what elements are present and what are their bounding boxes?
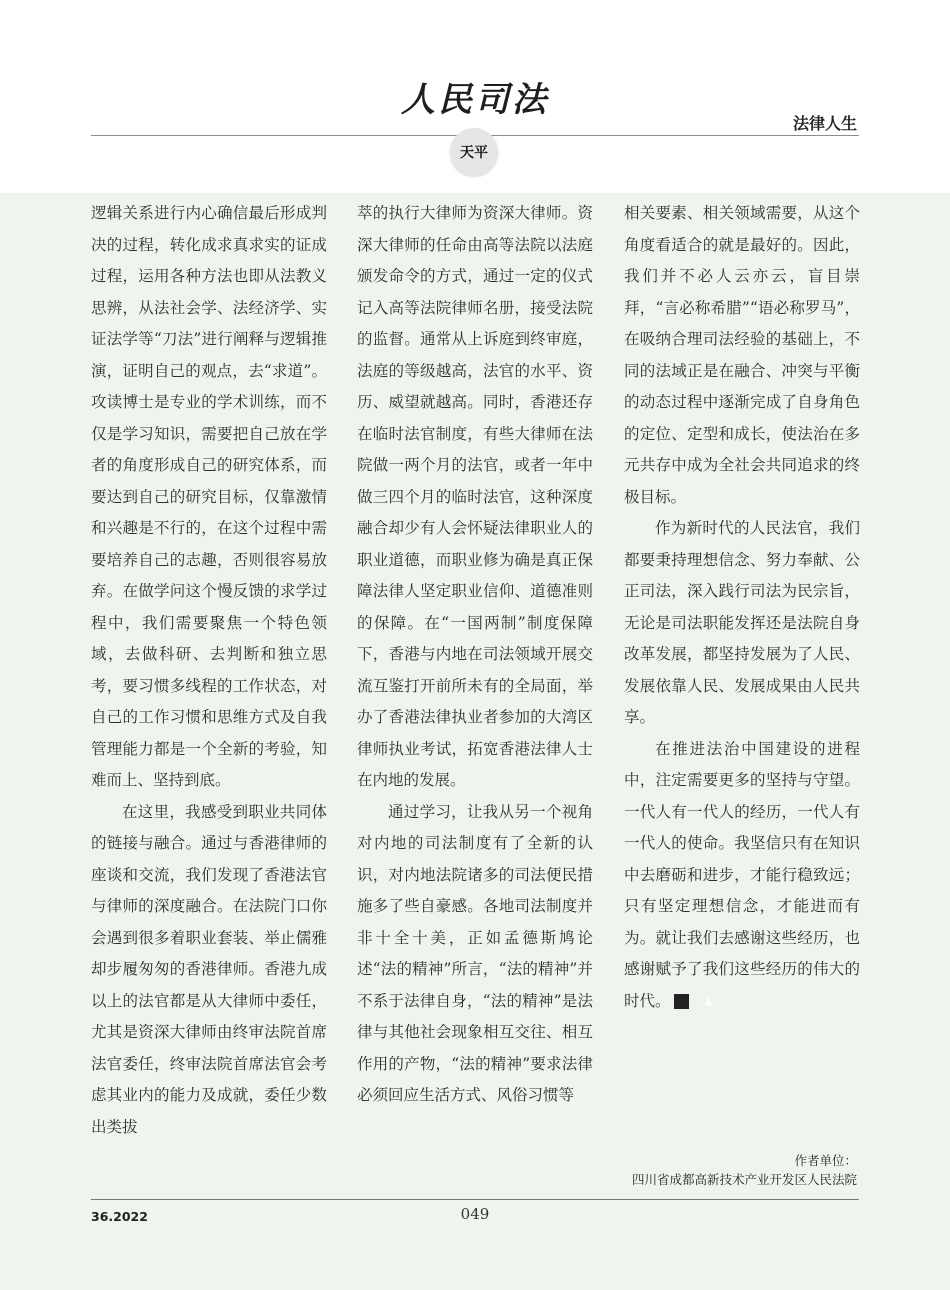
paragraph-text: 在推进法治中国建设的进程中，注定需要更多的坚持与守望。一代人有一代人的经历，一代人有一代人的使命。我坚信只有在知识中去磨砺和进步，才能行稳致远；只有坚定理想信念，才能进而有为。就让我们去感谢这些经历，也感谢赋予了我们这些经历的伟大的时代。: [624, 739, 860, 1010]
column-badge: 天平: [450, 128, 498, 176]
paragraph: 在这里，我感受到职业共同体的链接与融合。通过与香港律师的座谈和交流，我们发现了香港法官与律师的深度融合。在法院门口你会遇到很多着职业套装、举止儒雅却步履匆匆的香港律师。香港九成以上的法官都是从大律师中委任，尤其是资深大律师由终审法院首席法官委任，终审法院首席法官会考虑其业内的能力及成就，委任少数出类拔: [91, 802, 327, 1136]
page-number: 049: [460, 1205, 490, 1223]
paragraph: 萃的执行大律师为资深大律师。资深大律师的任命由高等法院以法庭颁发命令的方式，通过一定的仪式记入高等法院律师名册，接受法院的监督。通常从上诉庭到终审庭，法庭的等级越高，法官的水平、资历、威望就越高。同时，香港还存在临时法官制度，有些大律师在法院做一两个月的法官，或者一年中做三四个月的临时法官，这种深度融合却少有人会怀疑法律职业人的职业道德，而职业修为确是真正保障法律人坚定职业信仰、道德准则的保障。在“一国两制”制度保障下，香港与内地在司法领域开展交流互鉴打开前所未有的全局面，举办了香港法律执业者参加的大湾区律师执业考试，拓宽香港法律人士在内地的发展。: [357, 204, 593, 789]
article-column-1: [91, 198, 327, 1143]
author-affiliation: [632, 1151, 857, 1189]
author-label: 作者单位：: [794, 1153, 857, 1168]
issue-number: 36.2022: [91, 1209, 148, 1224]
paragraph: 通过学习，让我从另一个视角对内地的司法制度有了全新的认识，对内地法院诸多的司法便民措施多了些自豪感。各地司法制度并非十全十美，正如孟德斯鸠论述“法的精神”所言，“法的精神”并不系于法律自身，“法的精神”是法律与其他社会现象相互交往、相互作用的产物，“法的精神”要求法律必须回应生活方式、风俗习惯等: [357, 802, 593, 1104]
paragraph: 相关要素、相关领域需要，从这个角度看适合的就是最好的。因此，我们并不必人云亦云，盲目崇拜，“言必称希腊”“语必称罗马”，在吸纳合理司法经验的基础上，不同的法域正是在融合、冲突与平衡的动态过程中逐渐完成了自身角色的定位、定型和成长，使法治在多元共存中成为全社会共同追求的终极目标。: [624, 204, 860, 506]
footer-divider: [91, 1199, 859, 1200]
article-column-3: [624, 198, 860, 1017]
paragraph: 逻辑关系进行内心确信最后形成判决的过程，转化成求真求实的证成过程，运用各种方法也即从法教义思辨，从法社会学、法经济学、实证法学等“刀法”进行阐释与逻辑推演，证明自己的观点，去“求道”。攻读博士是专业的学术训练，而不仅是学习知识，需要把自己放在学者的角度形成自己的研究体系，而要达到自己的研究目标，仅靠激情和兴趣是不行的，在这个过程中需要培养自己的志趣，否则很容易放弃。在做学问这个慢反馈的求学过程中，我们需要聚焦一个特色领域，去做科研、去判断和独立思考，要习惯多线程的工作状态，对自己的工作习惯和思维方式及自我管理能力都是一个全新的考验，知难而上、坚持到底。: [91, 204, 327, 789]
author-unit: 四川省成都高新技术产业开发区人民法院: [631, 1172, 857, 1187]
section-label: 法律人生: [792, 114, 857, 133]
paragraph: 作为新时代的人民法官，我们都要秉持理想信念、努力奉献、公正司法，深入践行司法为民宗旨，无论是司法职能发挥还是法院自身改革发展，都坚持发展为了人民、发展依靠人民、发展成果由人民共享。: [624, 519, 860, 726]
journal-title: 人民司法: [401, 80, 549, 120]
paragraph: [624, 734, 860, 1018]
end-mark-icon: ▲: [674, 994, 689, 1009]
article-column-2: [357, 198, 593, 1112]
